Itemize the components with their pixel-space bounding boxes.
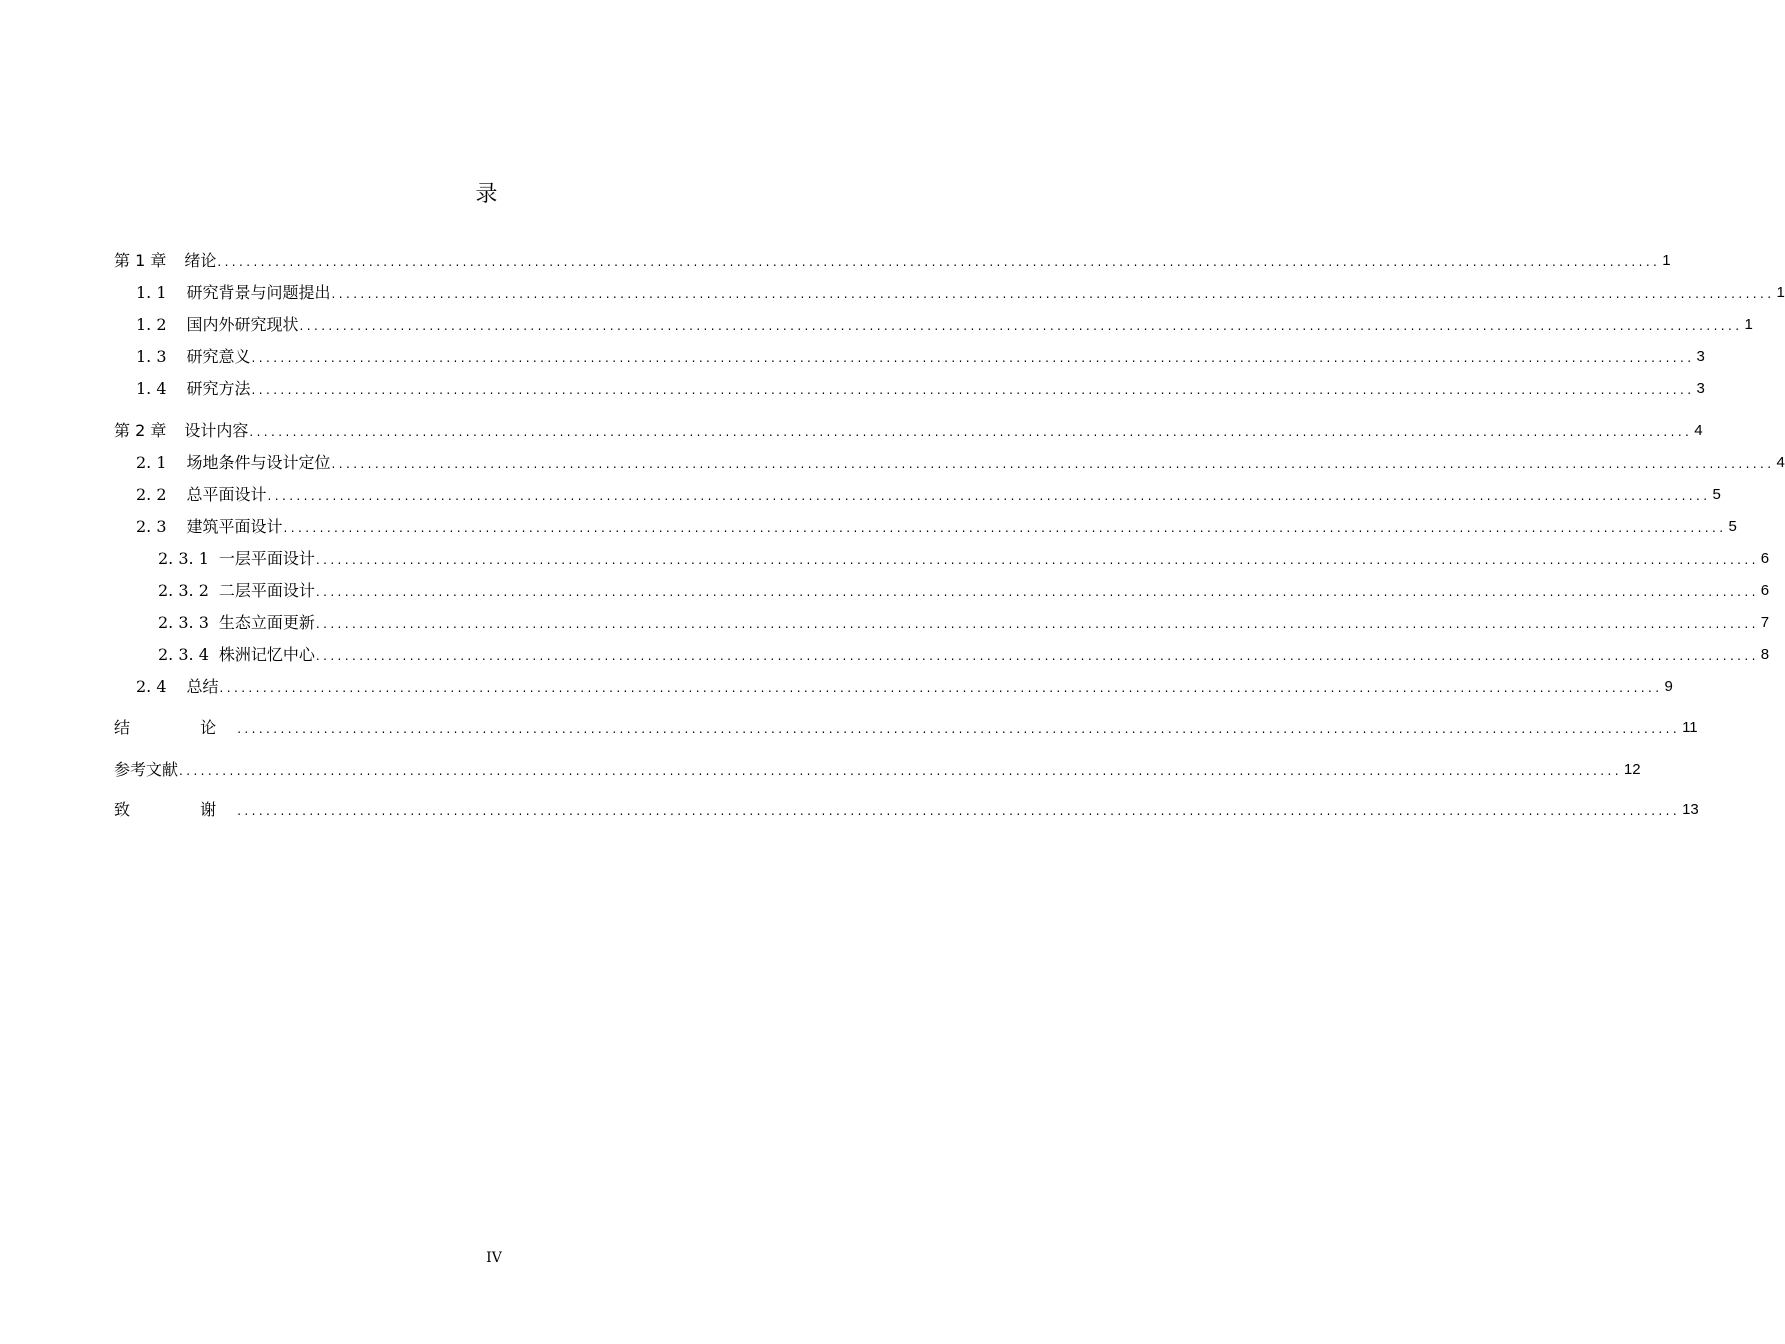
toc-entry-page: 9: [1664, 678, 1673, 695]
toc-entry-conclusion[interactable]: [114, 715, 1698, 739]
dot-leader: ........................................................................................................................................................................................................: [315, 617, 1759, 631]
dot-leader: ........................................................................................................................................................................................................: [179, 764, 1622, 778]
toc-entry-subsection-2-3-4[interactable]: [114, 642, 1770, 666]
toc-entry-title: 结 论: [114, 718, 237, 737]
toc-entry-subsection-2-3-3[interactable]: [114, 610, 1770, 634]
toc-entry-page: 6: [1760, 550, 1770, 567]
toc-entry-title: 国内外研究现状: [186, 315, 299, 334]
toc-entry-title: 研究意义: [186, 347, 251, 366]
dot-leader: ........................................................................................................................................................................................................: [267, 489, 1711, 503]
toc-entry-page: 5: [1728, 518, 1737, 535]
dot-leader: ........................................................................................................................................................................................................: [331, 457, 1775, 471]
toc-entry-number: 2. 3. 4: [158, 645, 209, 664]
toc-entry-page: 8: [1760, 646, 1770, 663]
toc-entry-title: 建筑平面设计: [186, 517, 283, 536]
toc-entry-number: 2. 3. 2: [158, 581, 209, 600]
dot-leader: ........................................................................................................................................................................................................: [283, 521, 1727, 535]
dot-leader: ........................................................................................................................................................................................................: [237, 722, 1681, 736]
toc-entry-title: 生态立面更新: [218, 613, 315, 632]
toc-entry-number: 第 2 章: [114, 421, 167, 440]
toc-entry-page: 3: [1696, 380, 1705, 397]
toc-entry-number: 第 1 章: [114, 251, 167, 270]
toc-entry-subsection-2-3-1[interactable]: [114, 546, 1770, 570]
toc-entry-page: 13: [1682, 801, 1699, 818]
toc-entry-number: 2. 3. 1: [158, 549, 209, 568]
toc-entry-number: 1. 3: [136, 347, 167, 366]
dot-leader: ........................................................................................................................................................................................................: [251, 351, 1695, 365]
toc-entry-page: 4: [1694, 422, 1703, 439]
toc-entry-title: 一层平面设计: [218, 549, 315, 568]
dot-leader: ........................................................................................................................................................................................................: [315, 649, 1759, 663]
toc-entry-section-1-4[interactable]: [114, 376, 1705, 400]
dot-leader: ........................................................................................................................................................................................................: [217, 255, 1661, 269]
toc-entry-title: 株洲记忆中心: [218, 645, 315, 664]
toc-entry-page: 3: [1696, 348, 1705, 365]
toc-entry-section-2-1[interactable]: [114, 450, 1785, 474]
toc-entry-title: 参考文献: [114, 760, 179, 779]
toc-entry-page: 1: [1744, 316, 1753, 333]
toc-entry-acknowledgements[interactable]: [114, 797, 1699, 821]
toc-entry-subsection-2-3-2[interactable]: [114, 578, 1770, 602]
toc-entry-page: 5: [1712, 486, 1721, 503]
toc-entry-number: 1. 1: [136, 283, 167, 302]
toc-entry-title: 绪论: [184, 251, 217, 270]
toc-entry-number: 1. 4: [136, 379, 167, 398]
toc-entry-section-2-4[interactable]: [114, 674, 1673, 698]
toc-entry-chapter-1[interactable]: [114, 248, 1671, 272]
toc-entry-section-1-2[interactable]: [114, 312, 1753, 336]
toc-title: 录: [475, 182, 498, 207]
toc-entry-title: 总结: [186, 677, 219, 696]
toc-entry-page: 12: [1623, 761, 1641, 778]
toc-entry-section-2-2[interactable]: [114, 482, 1721, 506]
toc-entry-section-2-3[interactable]: [114, 514, 1737, 538]
toc-entry-title: 总平面设计: [186, 485, 267, 504]
toc-entry-title: 致 谢: [114, 800, 237, 819]
toc-entry-section-1-3[interactable]: [114, 344, 1705, 368]
dot-leader: ........................................................................................................................................................................................................: [249, 425, 1693, 439]
toc-entry-page: 6: [1760, 582, 1770, 599]
dot-leader: ........................................................................................................................................................................................................: [331, 287, 1775, 301]
toc-entry-title: 设计内容: [184, 421, 249, 440]
page-number-footer: IV: [486, 1250, 502, 1266]
toc-entry-title: 场地条件与设计定位: [186, 453, 331, 472]
toc-entry-section-1-1[interactable]: [114, 280, 1785, 304]
toc-entry-page: 1: [1776, 284, 1785, 301]
toc-entry-title: 研究方法: [186, 379, 251, 398]
toc-entry-chapter-2[interactable]: [114, 418, 1703, 442]
toc-entry-number: 2. 1: [136, 453, 167, 472]
toc-entry-number: 2. 3: [136, 517, 167, 536]
dot-leader: ........................................................................................................................................................................................................: [299, 319, 1743, 333]
toc-entry-title: 研究背景与问题提出: [186, 283, 331, 302]
toc-entry-references[interactable]: [114, 757, 1641, 781]
dot-leader: ........................................................................................................................................................................................................: [315, 553, 1759, 567]
dot-leader: ........................................................................................................................................................................................................: [219, 681, 1663, 695]
dot-leader: ........................................................................................................................................................................................................: [251, 383, 1695, 397]
toc-entry-page: 11: [1682, 719, 1698, 736]
toc-entry-number: 1. 2: [136, 315, 167, 334]
toc-entry-number: 2. 4: [136, 677, 167, 696]
toc-entry-page: 7: [1760, 614, 1770, 631]
toc-entry-title: 二层平面设计: [218, 581, 315, 600]
dot-leader: ........................................................................................................................................................................................................: [315, 585, 1759, 599]
toc-entry-page: 1: [1662, 252, 1671, 269]
toc-entry-page: 4: [1776, 454, 1785, 471]
toc-entry-number: 2. 2: [136, 485, 167, 504]
dot-leader: ........................................................................................................................................................................................................: [237, 804, 1681, 818]
toc-entry-number: 2. 3. 3: [158, 613, 209, 632]
